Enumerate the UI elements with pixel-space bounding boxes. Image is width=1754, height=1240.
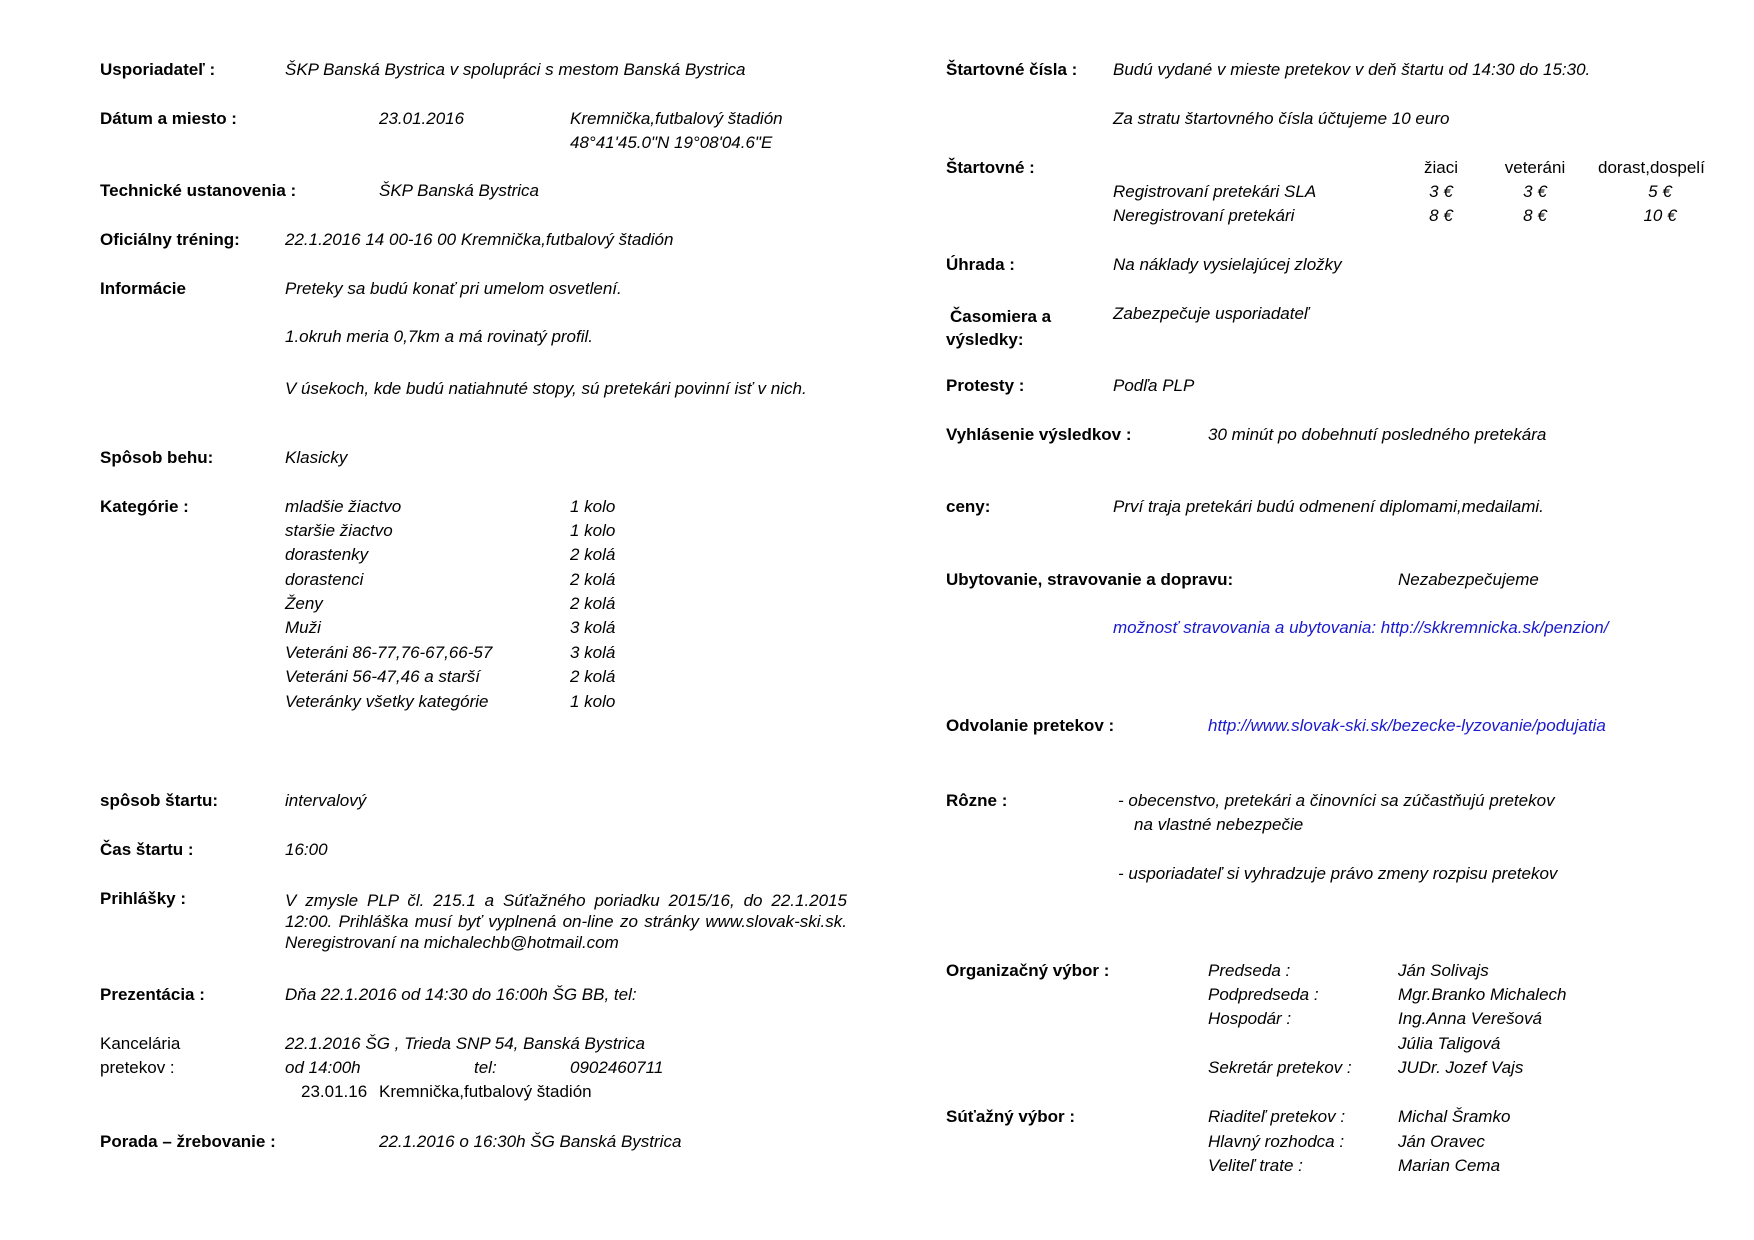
organizer-value: ŠKP Banská Bystrica v spolupráci s mestom Banská Bystrica <box>285 60 746 79</box>
start-time-value: 16:00 <box>285 840 328 859</box>
category-name: mladšie žiactvo <box>285 497 402 516</box>
fee-value: 5 € <box>1648 182 1672 201</box>
office-date-2: 23.01.16 <box>301 1082 368 1101</box>
info-line-1: Preteky sa budú konať pri umelom osvetlení. <box>285 279 622 298</box>
prizes-value: Prví traja pretekári budú odmenení diplomami,medailami. <box>1113 497 1544 516</box>
timing-value: Zabezpečuje usporiadateľ <box>1113 304 1309 323</box>
comp-committee-label: Súťažný výbor : <box>946 1107 1076 1126</box>
office-label-line-2: pretekov : <box>100 1058 175 1077</box>
categories-label: Kategórie : <box>100 497 189 516</box>
misc-line-1: - obecenstvo, pretekári a činovníci sa zúčastňujú pretekov <box>1118 791 1555 810</box>
event-coordinates: 48°41'45.0"N 19°08'04.6"E <box>570 133 773 152</box>
protests-value: Podľa PLP <box>1113 376 1195 395</box>
committee-role: Riaditeľ pretekov : <box>1208 1107 1346 1126</box>
category-name: staršie žiactvo <box>285 521 393 540</box>
category-name: dorastenci <box>285 570 364 589</box>
committee-member: Marian Cema <box>1398 1156 1501 1175</box>
timing-label-line-1: Časomiera a <box>950 307 1052 326</box>
meeting-label: Porada – žrebovanie : <box>100 1132 276 1151</box>
fee-column-header: žiaci <box>1423 158 1458 177</box>
start-type-label: spôsob štartu: <box>100 791 219 810</box>
category-laps: 3 kolá <box>570 643 616 662</box>
date-place-label: Dátum a miesto : <box>100 109 237 128</box>
committee-member: Júlia Taligová <box>1398 1034 1501 1053</box>
fee-value: 8 € <box>1429 206 1453 225</box>
entries-label: Prihlášky : <box>100 889 186 908</box>
category-laps: 2 kolá <box>570 594 616 613</box>
results-label: Vyhlásenie výsledkov : <box>946 425 1132 444</box>
office-phone: 0902460711 <box>570 1058 664 1077</box>
lodging-label: Ubytovanie, stravovanie a dopravu: <box>946 570 1234 589</box>
info-line-3: V úsekoch, kde budú natiahnuté stopy, sú pretekári povinní isť v nich. <box>285 379 807 398</box>
lodging-value: Nezabezpečujeme <box>1398 570 1539 589</box>
committee-role: Sekretár pretekov : <box>1208 1058 1352 1077</box>
category-laps: 1 kolo <box>570 692 616 711</box>
committee-role: Podpredseda : <box>1208 985 1319 1004</box>
fee-value: 3 € <box>1523 182 1547 201</box>
misc-line-3: - usporiadateľ si vyhradzuje právo zmeny rozpisu pretekov <box>1118 864 1558 883</box>
results-value: 30 minút po dobehnutí posledného pretekára <box>1208 425 1547 444</box>
committee-member: Mgr.Branko Michalech <box>1398 985 1567 1004</box>
category-name: Ženy <box>285 594 323 613</box>
category-laps: 1 kolo <box>570 497 616 516</box>
fee-value: 3 € <box>1429 182 1453 201</box>
committee-member: JUDr. Jozef Vajs <box>1398 1058 1524 1077</box>
category-laps: 2 kolá <box>570 570 616 589</box>
fee-column-header: dorast,dospelí <box>1598 158 1705 177</box>
category-name: Veteránky všetky kategórie <box>285 692 489 711</box>
presentation-value: Dňa 22.1.2016 od 14:30 do 16:00h ŠG BB, tel: <box>285 985 637 1004</box>
style-label: Spôsob behu: <box>100 448 214 467</box>
office-phone-label: tel: <box>474 1058 497 1077</box>
committee-member: Ján Oravec <box>1398 1132 1485 1151</box>
bibs-label: Štartovné čísla : <box>946 60 1078 79</box>
organizer-label: Usporiadateľ : <box>100 60 216 79</box>
category-laps: 2 kolá <box>570 667 616 686</box>
committee-role: Hlavný rozhodca : <box>1208 1132 1345 1151</box>
event-place: Kremnička,futbalový štadión <box>570 109 783 128</box>
info-line-2: 1.okruh meria 0,7km a má rovinatý profil. <box>285 327 594 346</box>
start-time-label: Čas štartu : <box>100 840 194 859</box>
fee-value: 8 € <box>1523 206 1547 225</box>
committee-member: Ing.Anna Verešová <box>1398 1009 1542 1028</box>
office-line-1: 22.1.2016 ŠG , Trieda SNP 54, Banská Bystrica <box>285 1034 646 1053</box>
style-value: Klasicky <box>285 448 348 467</box>
category-name: Veteráni 86-77,76-67,66-57 <box>285 643 493 662</box>
timing-label-line-2: výsledky: <box>946 330 1024 349</box>
misc-label: Rôzne : <box>946 791 1008 810</box>
committee-member: Ján Solivajs <box>1398 961 1489 980</box>
org-committee-label: Organizačný výbor : <box>946 961 1110 980</box>
category-laps: 2 kolá <box>570 545 616 564</box>
technical-value: ŠKP Banská Bystrica <box>379 181 539 200</box>
lodging-link[interactable]: možnosť stravovania a ubytovania: http://skkremnicka.sk/penzion/ <box>1113 618 1609 637</box>
office-label-line-1: Kancelária <box>100 1034 181 1053</box>
fee-row-label: Registrovaní pretekári SLA <box>1113 182 1317 201</box>
category-laps: 1 kolo <box>570 521 616 540</box>
fee-row-label: Neregistrovaní pretekári <box>1113 206 1295 225</box>
entries-value: V zmysle PLP čl. 215.1 a Súťažného poriadku 2015/16, do 22.1.2015 12:00. Prihláška musí byť vyplnená on-line zo stránky www.slovak-ski.sk. Neregistrovaní na michalechb@hotmail.com <box>285 891 847 952</box>
protests-label: Protesty : <box>946 376 1025 395</box>
category-name: Veteráni 56-47,46 a starší <box>285 667 480 686</box>
misc-line-2: na vlastné nebezpečie <box>1134 815 1304 834</box>
payment-value: Na náklady vysielajúcej zložky <box>1113 255 1342 274</box>
committee-role: Predseda : <box>1208 961 1291 980</box>
technical-label: Technické ustanovenia : <box>100 181 297 200</box>
category-laps: 3 kolá <box>570 618 616 637</box>
event-date: 23.01.2016 <box>379 109 465 128</box>
info-label: Informácie <box>100 279 186 298</box>
office-place-2: Kremnička,futbalový štadión <box>379 1082 592 1101</box>
category-name: Muži <box>285 618 321 637</box>
prizes-label: ceny: <box>946 497 991 516</box>
training-value: 22.1.2016 14 00-16 00 Kremnička,futbalový štadión <box>285 230 674 249</box>
fee-column-header: veteráni <box>1504 158 1566 177</box>
fee-value: 10 € <box>1643 206 1677 225</box>
office-hours: od 14:00h <box>285 1058 361 1077</box>
presentation-label: Prezentácia : <box>100 985 205 1004</box>
committee-role: Veliteľ trate : <box>1208 1156 1303 1175</box>
category-name: dorastenky <box>285 545 369 564</box>
committee-role: Hospodár : <box>1208 1009 1292 1028</box>
committee-member: Michal Šramko <box>1398 1107 1511 1126</box>
meeting-value: 22.1.2016 o 16:30h ŠG Banská Bystrica <box>379 1132 682 1151</box>
bibs-line-2: Za stratu štartovného čísla účtujeme 10 euro <box>1113 109 1450 128</box>
cancel-label: Odvolanie pretekov : <box>946 716 1115 735</box>
fee-label: Štartovné : <box>946 158 1035 177</box>
start-type-value: intervalový <box>285 791 367 810</box>
payment-label: Úhrada : <box>946 255 1015 274</box>
bibs-line-1: Budú vydané v mieste pretekov v deň štartu od 14:30 do 15:30. <box>1113 60 1591 79</box>
training-label: Oficiálny tréning: <box>100 230 240 249</box>
cancel-link[interactable]: http://www.slovak-ski.sk/bezecke-lyzovanie/podujatia <box>1208 716 1606 735</box>
